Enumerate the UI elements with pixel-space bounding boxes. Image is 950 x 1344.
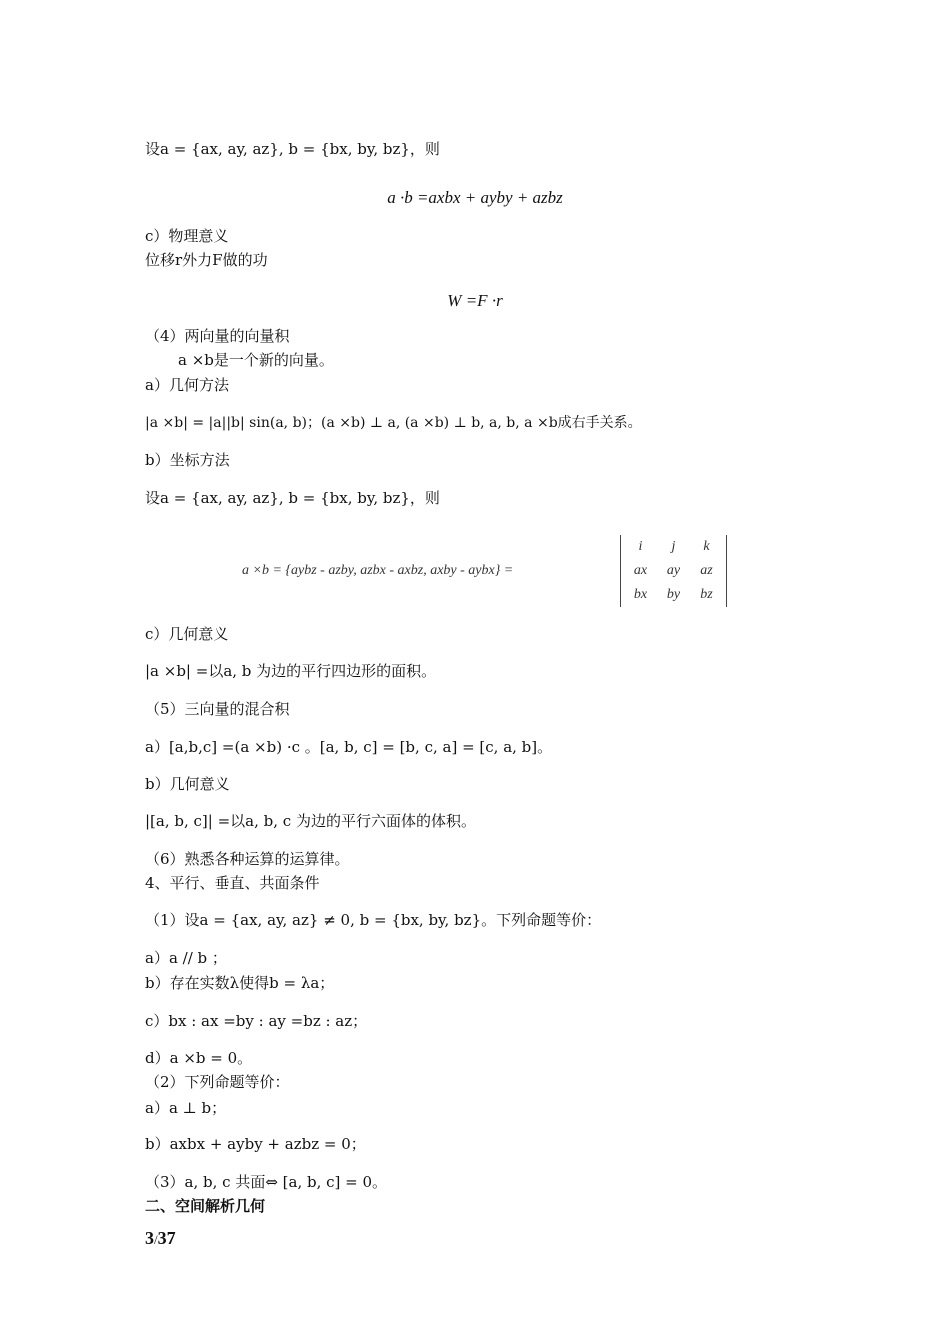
det-cell: ay [666,563,681,578]
section-heading: （4）两向量的向量积 [145,327,290,345]
text-line: |[a, b, c]| =以a, b, c 为边的平行六面体的体积。 [145,812,476,830]
det-cell: by [666,587,681,602]
page-number [145,1228,176,1249]
text-line: c）几何意义 [145,625,229,643]
text-line: a）a // b ； [145,949,227,967]
text-line: |a ×b| = |a||b| sin(a, b)；(a ×b) ⊥ a, (a ×b) ⊥ b, a, b, a ×b成右手关系。 [145,415,642,431]
text-line: b）几何意义 [145,775,230,793]
text-line: a）[a,b,c] =(a ×b) ·c 。[a, b, c] = [b, c, a] = [c, a, b]。 [145,738,553,756]
det-cell: az [700,563,713,578]
section-heading: （6）熟悉各种运算的运算律。 [145,850,350,868]
det-cell: k [703,539,710,554]
text-line: c）bx : ax =by : ay =bz : az； [145,1012,368,1030]
page-current: 3 [145,1228,154,1248]
page-total: 37 [157,1228,176,1248]
text-line: a）几何方法 [145,376,229,394]
det-cell: ax [633,563,648,578]
text-line: （3）a, b, c 共面⇔ [a, b, c] = 0。 [145,1173,388,1191]
text-line: 设a = {ax, ay, az}, b = {bx, by, bz}，则 [145,140,440,158]
text-line: |a ×b| =以a, b 为边的平行四边形的面积。 [145,662,437,680]
text-line: b）存在实数λ使得b = λa； [145,974,335,992]
det-cell: j [671,539,676,554]
text-line: c）物理意义 [145,227,229,245]
text-line: d）a ×b = 0。 [145,1049,253,1067]
text-line: 设a = {ax, ay, az}, b = {bx, by, bz}，则 [145,489,440,507]
formula-work: W =F ·r [447,291,503,310]
formula-dot-product: a ·b =axbx + ayby + azbz [387,188,563,207]
text-line: 位移r外力F做的功 [145,251,268,269]
section-heading: 4、平行、垂直、共面条件 [145,874,320,892]
text-line: b）坐标方法 [145,451,230,469]
section-heading: （2）下列命题等价： [145,1073,290,1091]
determinant-matrix [620,535,727,607]
chapter-heading: 二、空间解析几何 [145,1197,266,1215]
text-line: （1）设a = {ax, ay, az} ≠ 0, b = {bx, by, bz}。下列命题等价： [145,911,602,929]
text-line: a）a ⊥ b； [145,1099,227,1117]
text-line: b）axbx + ayby + azbz = 0； [145,1135,366,1153]
page-separator: / [154,1232,158,1247]
text-line: a ×b是一个新的向量。 [178,351,334,369]
det-cell: bx [633,587,648,602]
det-cell: bz [700,587,713,602]
section-heading: （5）三向量的混合积 [145,700,290,718]
formula-cross-product: a ×b = {aybz - azby, azbx - axbz, axby - aybx} = [242,563,514,578]
det-cell: i [638,539,643,554]
